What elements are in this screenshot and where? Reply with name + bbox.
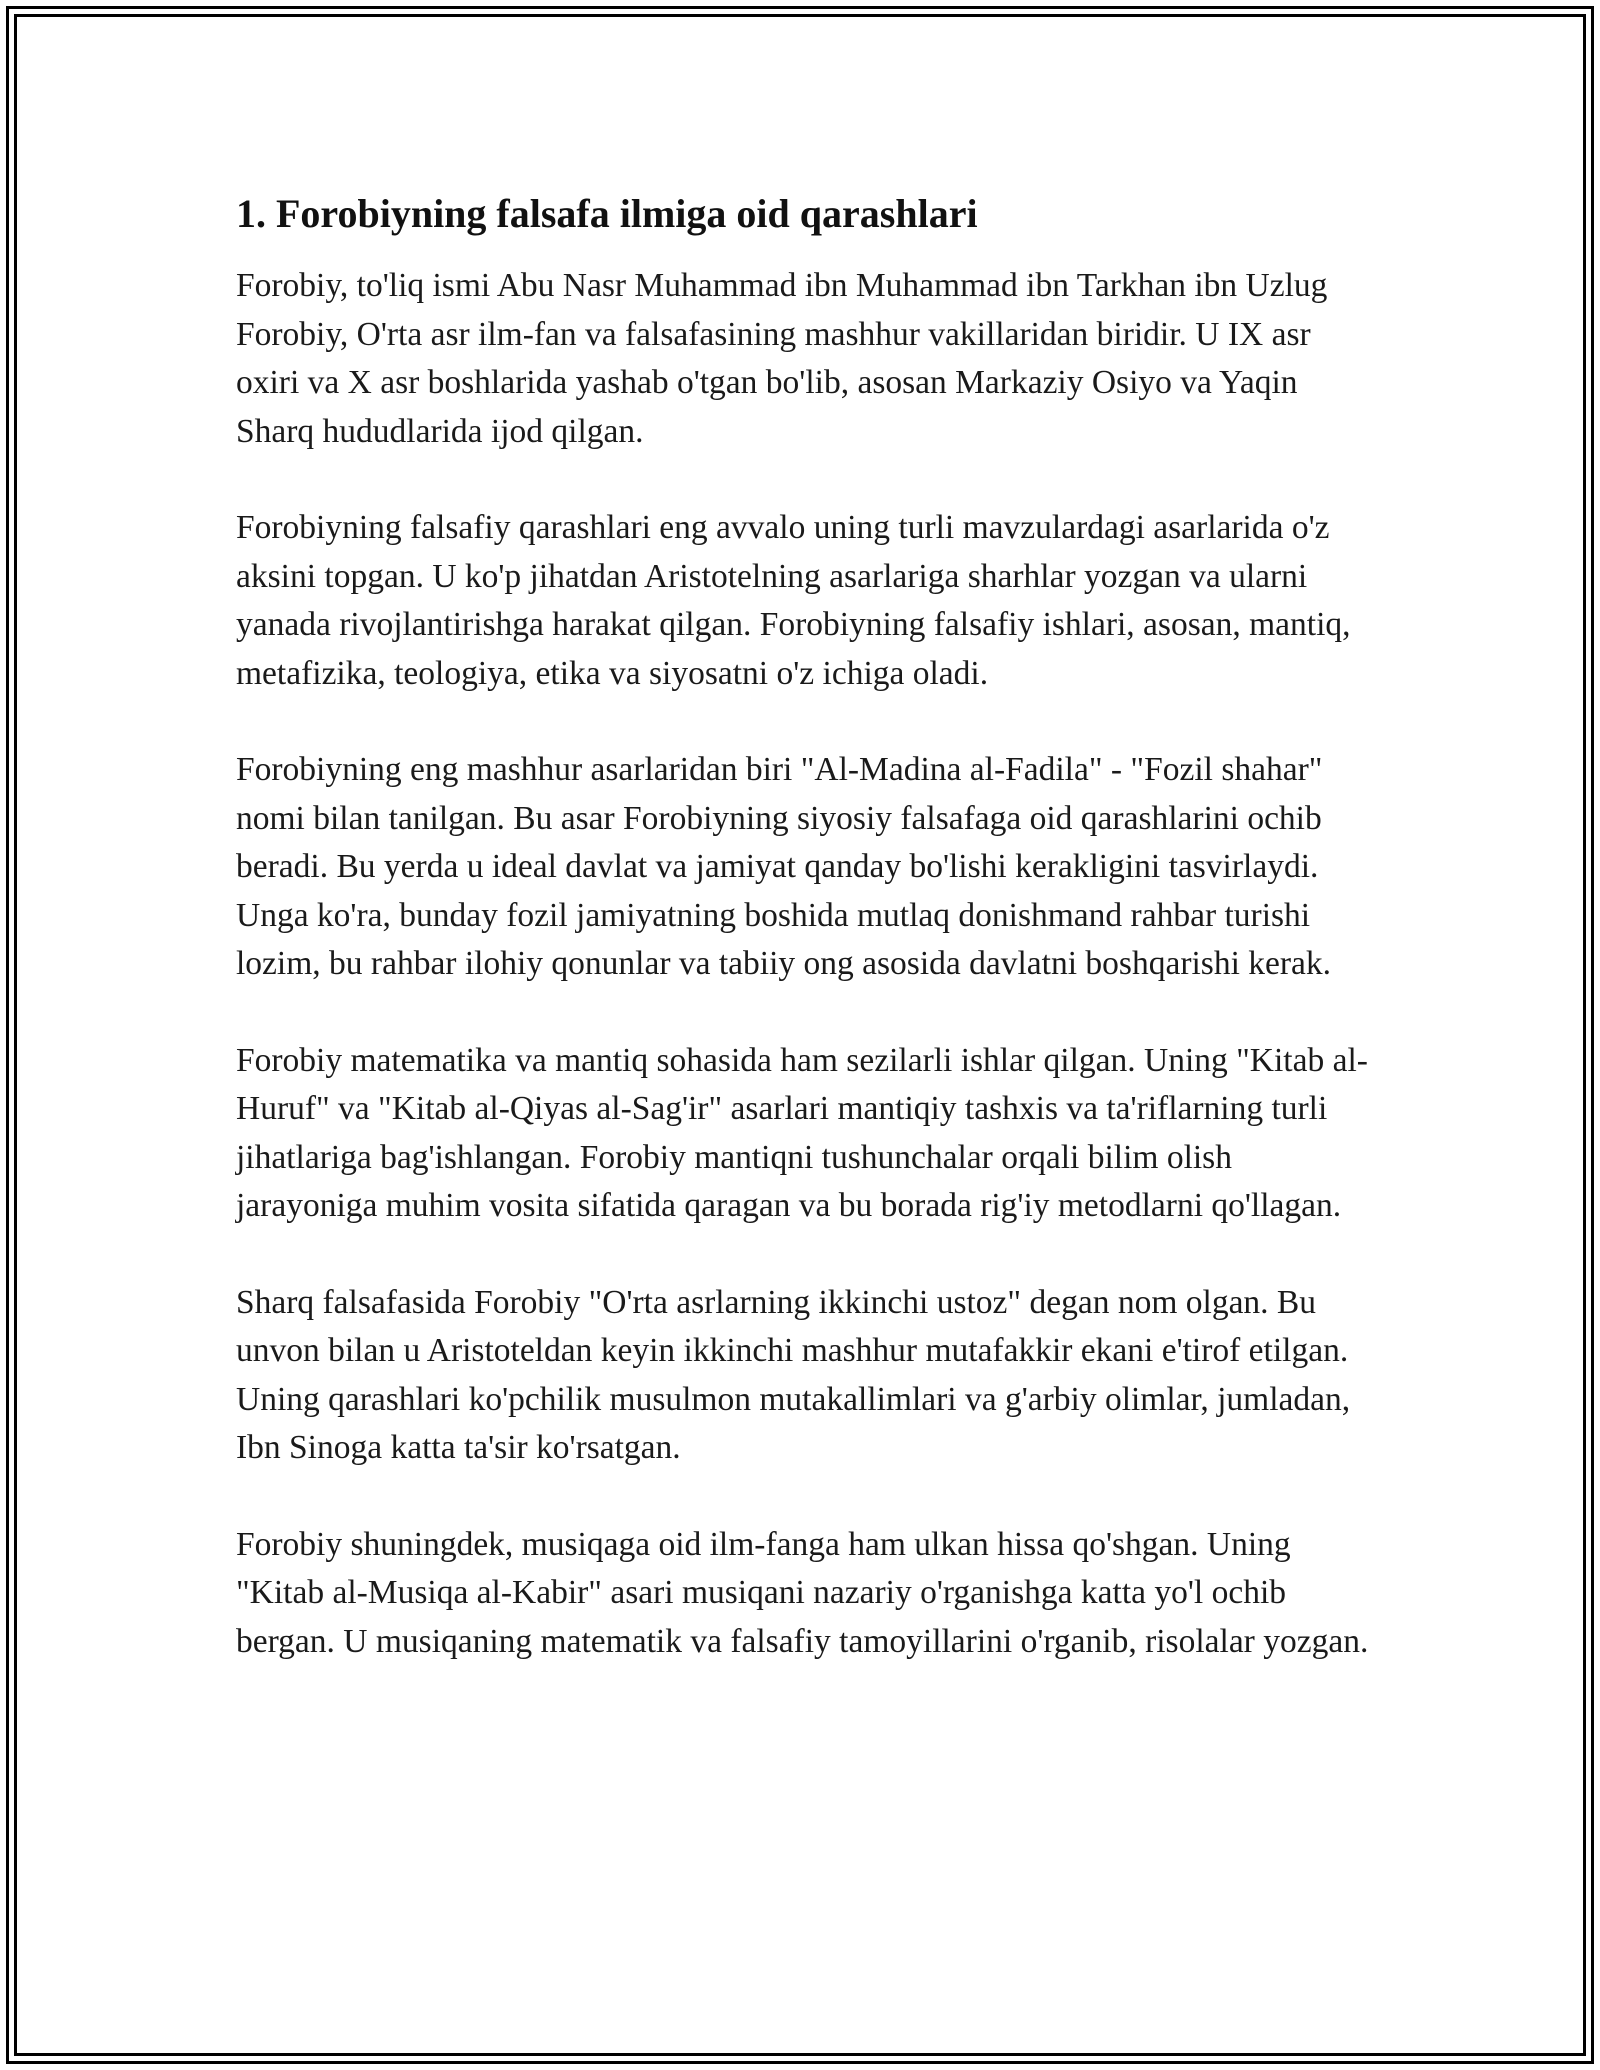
paragraph-2: Forobiyning falsafiy qarashlari eng avvalo uning turli mavzulardagi asarlarida o'z aksini topgan. U ko'p jihatdan Aristotelning asarlariga sharhlar yozgan va ularni yanada rivojlantirishga harakat qilgan. Forobiyning falsafiy ishlari, asosan, mantiq, metafizika, teologiya, etika va siyosatni o'z ichiga oladi. (236, 509, 1351, 692)
paragraph-5: Sharq falsafasida Forobiy "O'rta asrlarning ikkinchi ustoz" degan nom olgan. Bu unvon bilan u Aristoteldan keyin ikkinchi mashhur mutafakkir ekani e'tirof etilgan. Uning qarashlari ko'pchilik musulmon mutakallimlari va g'arbiy olimlar, jumladan, Ibn Sinoga katta ta'sir ko'rsatgan. (236, 1283, 1351, 1466)
paragraph-3: Forobiyning eng mashhur asarlaridan biri "Al-Madina al-Fadila" - "Fozil shahar" nomi bilan tanilgan. Bu asar Forobiyning siyosiy falsafaga oid qarashlarini ochib beradi. Bu yerda u ideal davlat va jamiyat qanday bo'lishi kerakligini tasvirlaydi. Unga ko'ra, bunday fozil jamiyatning boshida mutlaq donishmand rahbar turishi lozim, bu rahbar ilohiy qonunlar va tabiiy ong asosida davlatni boshqarishi kerak. (236, 751, 1332, 982)
document-title: 1. Forobiyning falsafa ilmiga oid qarashlari (236, 191, 978, 236)
paragraph-4: Forobiy matematika va mantiq sohasida ham sezilarli ishlar qilgan. Uning "Kitab al-Huruf" va "Kitab al-Qiyas al-Sag'ir" asarlari mantiqiy tashxis va ta'riflarning turli jihatlariga bag'ishlangan. Forobiy mantiqni tushunchalar orqali bilim olish jarayoniga muhim vosita sifatida qaragan va bu borada rig'iy metodlarni qo'llagan. (236, 1041, 1368, 1224)
paragraph-1: Forobiy, to'liq ismi Abu Nasr Muhammad ibn Muhammad ibn Tarkhan ibn Uzlug Forobiy, O'rta asr ilm-fan va falsafasining mashhur vakillaridan biridir. U IX asr oxiri va X asr boshlarida yashab o'tgan bo'lib, asosan Markaziy Osiyo va Yaqin Sharq hududlarida ijod qilgan. (236, 267, 1328, 450)
paragraph-6: Forobiy shuningdek, musiqaga oid ilm-fanga ham ulkan hissa qo'shgan. Uning "Kitab al-Musiqa al-Kabir" asari musiqani nazariy o'rganishga katta yo'l ochib bergan. U musiqaning matematik va falsafiy tamoyillarini o'rganib, risolalar yozgan. (236, 1525, 1369, 1660)
document-page (236, 186, 1376, 1666)
